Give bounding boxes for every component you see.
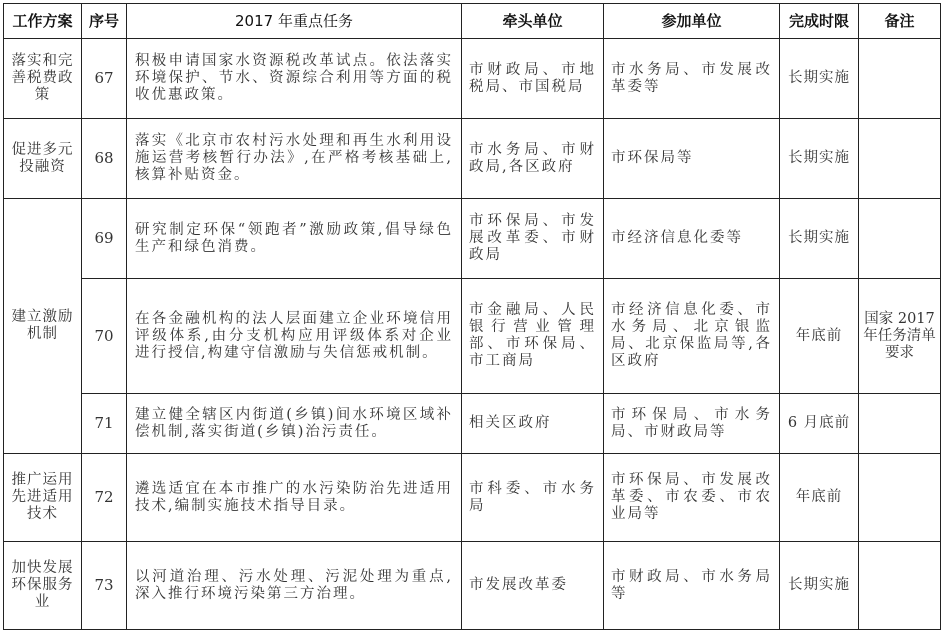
lead-cell: 市环保局、市发展改革委、市财政局 — [462, 199, 604, 279]
deadline-cell: 长期实施 — [780, 119, 859, 199]
task-table — [3, 3, 941, 630]
header-deadline: 完成时限 — [780, 4, 859, 39]
table-row — [4, 454, 941, 542]
plan-cell: 推广运用先进适用技术 — [4, 454, 82, 542]
no-cell: 73 — [82, 542, 127, 630]
participants-cell: 市财政局、市水务局等 — [604, 542, 780, 630]
table-row — [4, 119, 941, 199]
task-cell: 建立健全辖区内街道(乡镇)间水环境区域补偿机制,落实街道(乡镇)治污责任。 — [127, 394, 462, 454]
no-cell: 67 — [82, 39, 127, 119]
participants-cell: 市水务局、市发展改革委等 — [604, 39, 780, 119]
participants-cell: 市经济信息化委等 — [604, 199, 780, 279]
plan-cell: 落实和完善税费政策 — [4, 39, 82, 119]
note-cell — [859, 394, 941, 454]
note-cell — [859, 39, 941, 119]
table-row — [4, 542, 941, 630]
participants-cell: 市环保局、市发展改革委、市农委、市农业局等 — [604, 454, 780, 542]
no-cell: 68 — [82, 119, 127, 199]
table-row — [4, 39, 941, 119]
task-cell: 积极申请国家水资源税改革试点。依法落实环境保护、节水、资源综合利用等方面的税收优惠政策。 — [127, 39, 462, 119]
lead-cell: 相关区政府 — [462, 394, 604, 454]
table-row — [4, 199, 941, 279]
note-cell — [859, 199, 941, 279]
plan-cell: 加快发展环保服务业 — [4, 542, 82, 630]
deadline-cell: 年底前 — [780, 454, 859, 542]
header-plan: 工作方案 — [4, 4, 82, 39]
lead-cell: 市财政局、市地税局、市国税局 — [462, 39, 604, 119]
task-cell: 在各金融机构的法人层面建立企业环境信用评级体系,由分支机构应用评级体系对企业进行授信,构建守信激励与失信惩戒机制。 — [127, 279, 462, 394]
no-cell: 69 — [82, 199, 127, 279]
header-row — [4, 4, 941, 39]
deadline-cell: 6 月底前 — [780, 394, 859, 454]
note-cell — [859, 119, 941, 199]
deadline-cell: 年底前 — [780, 279, 859, 394]
note-cell: 国家 2017 年任务清单要求 — [859, 279, 941, 394]
plan-cell: 建立激励机制 — [4, 199, 82, 454]
header-participants: 参加单位 — [604, 4, 780, 39]
header-no: 序号 — [82, 4, 127, 39]
task-cell: 研究制定环保“领跑者”激励政策,倡导绿色生产和绿色消费。 — [127, 199, 462, 279]
table-row — [4, 394, 941, 454]
task-cell: 落实《北京市农村污水处理和再生水利用设施运营考核暂行办法》,在严格考核基础上,核算补贴资金。 — [127, 119, 462, 199]
participants-cell: 市环保局等 — [604, 119, 780, 199]
header-task: 2017 年重点任务 — [127, 4, 462, 39]
participants-cell: 市环保局、市水务局、市财政局等 — [604, 394, 780, 454]
lead-cell: 市金融局、人民银行营业管理部、市环保局、市工商局 — [462, 279, 604, 394]
table-row — [4, 279, 941, 394]
participants-cell: 市经济信息化委、市水务局、北京银监局、北京保监局等,各区政府 — [604, 279, 780, 394]
note-cell — [859, 454, 941, 542]
lead-cell: 市科委、市水务局 — [462, 454, 604, 542]
no-cell: 71 — [82, 394, 127, 454]
header-note: 备注 — [859, 4, 941, 39]
deadline-cell: 长期实施 — [780, 542, 859, 630]
no-cell: 72 — [82, 454, 127, 542]
deadline-cell: 长期实施 — [780, 39, 859, 119]
task-cell: 以河道治理、污水处理、污泥处理为重点,深入推行环境污染第三方治理。 — [127, 542, 462, 630]
header-lead: 牵头单位 — [462, 4, 604, 39]
note-cell — [859, 542, 941, 630]
no-cell: 70 — [82, 279, 127, 394]
lead-cell: 市水务局、市财政局,各区政府 — [462, 119, 604, 199]
plan-cell: 促进多元投融资 — [4, 119, 82, 199]
task-cell: 遴选适宜在本市推广的水污染防治先进适用技术,编制实施技术指导目录。 — [127, 454, 462, 542]
deadline-cell: 长期实施 — [780, 199, 859, 279]
lead-cell: 市发展改革委 — [462, 542, 604, 630]
